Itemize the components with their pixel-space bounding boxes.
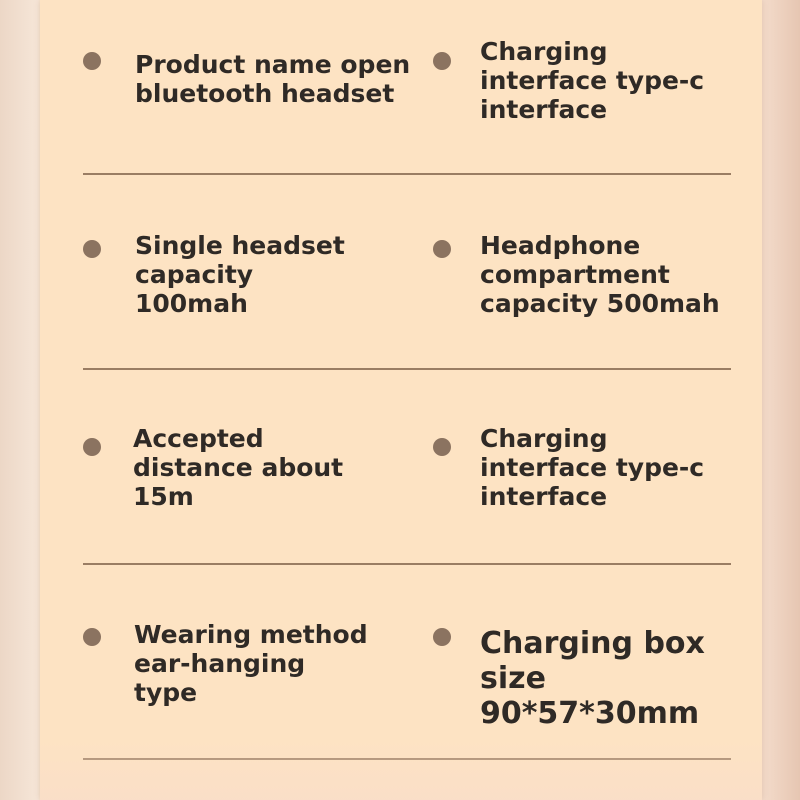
bullet-icon — [433, 438, 451, 456]
row-divider — [83, 173, 731, 175]
spec-label: Headphone compartment capacity 500mah — [480, 231, 720, 318]
spec-label: Charging interface type-c interface — [480, 424, 705, 511]
spec-label: Charging box size 90*57*30mm — [480, 626, 705, 731]
bullet-icon — [433, 52, 451, 70]
bullet-icon — [433, 628, 451, 646]
bullet-icon — [83, 438, 101, 456]
row-divider — [83, 368, 731, 370]
spec-label: Product name open bluetooth headset — [135, 50, 411, 108]
bullet-icon — [83, 52, 101, 70]
bullet-icon — [433, 240, 451, 258]
spec-label: Accepted distance about 15m — [133, 424, 344, 511]
bottom-fade — [40, 740, 762, 800]
spec-label: Single headset capacity 100mah — [135, 231, 345, 318]
row-divider — [83, 563, 731, 565]
spec-label: Charging interface type-c interface — [480, 37, 705, 124]
bullet-icon — [83, 240, 101, 258]
spec-label: Wearing method ear-hanging type — [134, 620, 368, 707]
bullet-icon — [83, 628, 101, 646]
